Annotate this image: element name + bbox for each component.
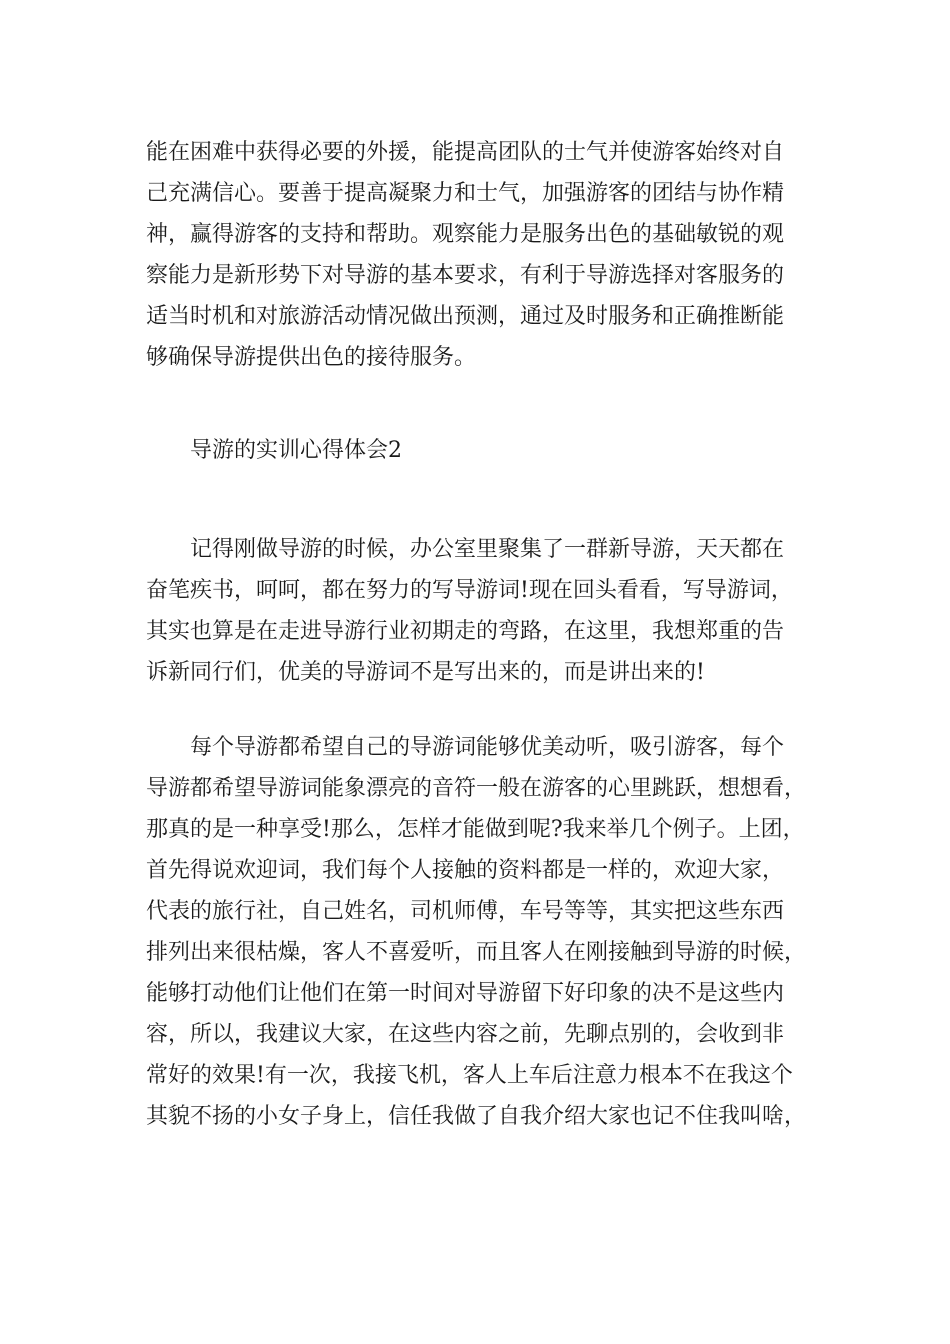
text-line: 那真的是一种享受!那么，怎样才能做到呢?我来举几个例子。上团， [146, 817, 805, 842]
text-line: 每个导游都希望自己的导游词能够优美动听，吸引游客，每个 [190, 735, 785, 760]
text-line: 其貌不扬的小女子身上，信任我做了自我介绍大家也记不住我叫啥， [146, 1104, 807, 1129]
text-line: 神，赢得游客的支持和帮助。观察能力是服务出色的基础敏锐的观 [146, 222, 785, 247]
text-line: 其实也算是在走进导游行业初期走的弯路，在这里，我想郑重的告 [146, 619, 785, 644]
text-line: 导游都希望导游词能象漂亮的音符一般在游客的心里跳跃，想想看， [146, 776, 807, 801]
paragraph-1 [146, 132, 826, 378]
paragraph-2 [146, 529, 826, 693]
text-line: 容，所以，我建议大家，在这些内容之前，先聊点别的，会收到非 [146, 1022, 785, 1047]
text-line: 诉新同行们，优美的导游词不是写出来的，而是讲出来的! [146, 660, 705, 685]
text-line: 奋笔疾书，呵呵，都在努力的写导游词!现在回头看看，写导游词， [146, 578, 793, 603]
paragraph-3 [146, 727, 826, 1137]
text-line: 能够打动他们让他们在第一时间对导游留下好印象的决不是这些内 [146, 981, 785, 1006]
text-line: 常好的效果!有一次，我接飞机，客人上车后注意力根本不在我这个 [146, 1063, 793, 1088]
text-line: 适当时机和对旅游活动情况做出预测，通过及时服务和正确推断能 [146, 304, 785, 329]
text-line: 己充满信心。要善于提高凝聚力和士气，加强游客的团结与协作精 [146, 181, 785, 206]
text-line: 排列出来很枯燥，客人不喜爱听，而且客人在刚接触到导游的时候， [146, 940, 807, 965]
text-line: 首先得说欢迎词，我们每个人接触的资料都是一样的，欢迎大家， [146, 858, 785, 883]
text-line: 够确保导游提供出色的接待服务。 [146, 345, 477, 370]
text-line: 能在困难中获得必要的外援，能提高团队的士气并使游客始终对自 [146, 140, 785, 165]
heading-text: 导游的实训心得体会2 [190, 438, 402, 463]
text-line: 记得刚做导游的时候，办公室里聚集了一群新导游，天天都在 [190, 537, 785, 562]
text-line: 察能力是新形势下对导游的基本要求，有利于导游选择对客服务的 [146, 263, 785, 288]
text-line: 代表的旅行社，自己姓名，司机师傅，车号等等，其实把这些东西 [146, 899, 785, 924]
section-heading [146, 430, 826, 471]
